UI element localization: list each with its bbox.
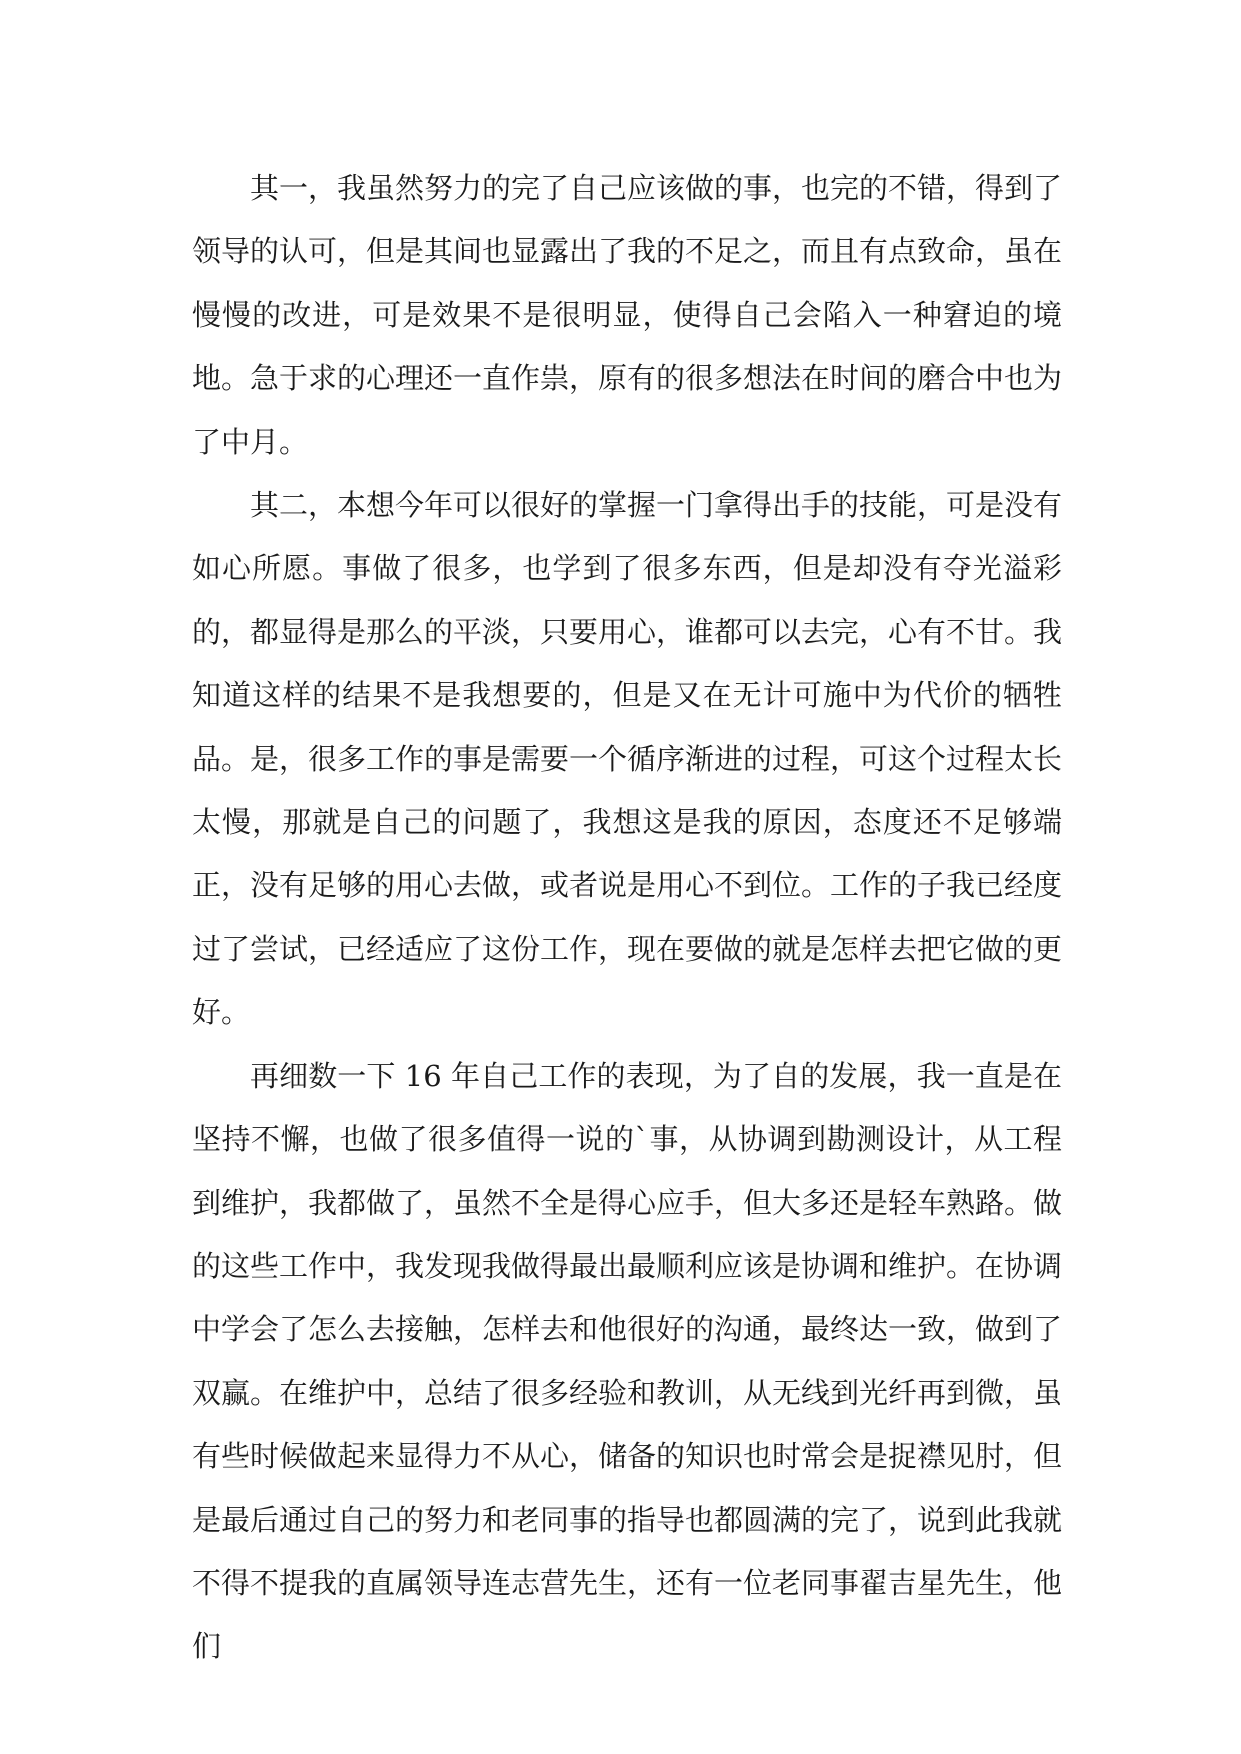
paragraph-2: 其二，本想今年可以很好的掌握一门拿得出手的技能，可是没有如心所愿。事做了很多，也学到了很多东西，但是却没有夺光溢彩的，都显得是那么的平淡，只要用心，谁都可以去完，心有不甘。我知道这样的结果不是我想要的，但是又在无计可施中为代价的牺牲品。是，很多工作的事是需要一个循序渐进的过程，可这个过程太长太慢，那就是自己的问题了，我想这是我的原因，态度还不足够端正，没有足够的用心去做，或者说是用心不到位。工作的子我已经度过了尝试，已经适应了这份工作，现在要做的就是怎样去把它做的更好。 — [192, 488, 1063, 1030]
paragraph-3: 再细数一下 16 年自己工作的表现，为了自的发展，我一直是在坚持不懈，也做了很多值得一说的`事，从协调到勘测设计，从工程到维护，我都做了，虽然不全是得心应手，但大多还是轻车熟路。做的这些工作中，我发现我做得最出最顺利应该是协调和维护。在协调中学会了怎么去接触，怎样去和他很好的沟通，最终达一致，做到了双赢。在维护中，总结了很多经验和教训，从无线到光纤再到微，虽有些时候做起来显得力不从心，储备的知识也时常会是捉襟见肘，但是最后通过自己的努力和老同事的指导也都圆满的完了，说到此我就不得不提我的直属领导连志营先生，还有一位老同事翟吉星先生，他们 — [192, 1058, 1063, 1664]
paragraph-1: 其一，我虽然努力的完了自己应该做的事，也完的不错，得到了领导的认可，但是其间也显露出了我的不足之，而且有点致命，虽在慢慢的改进，可是效果不是很明显，使得自己会陷入一种窘迫的境地。急于求的心理还一直作祟，原有的很多想法在时间的磨合中也为了中月。 — [192, 171, 1063, 459]
document-body — [192, 157, 1062, 1679]
